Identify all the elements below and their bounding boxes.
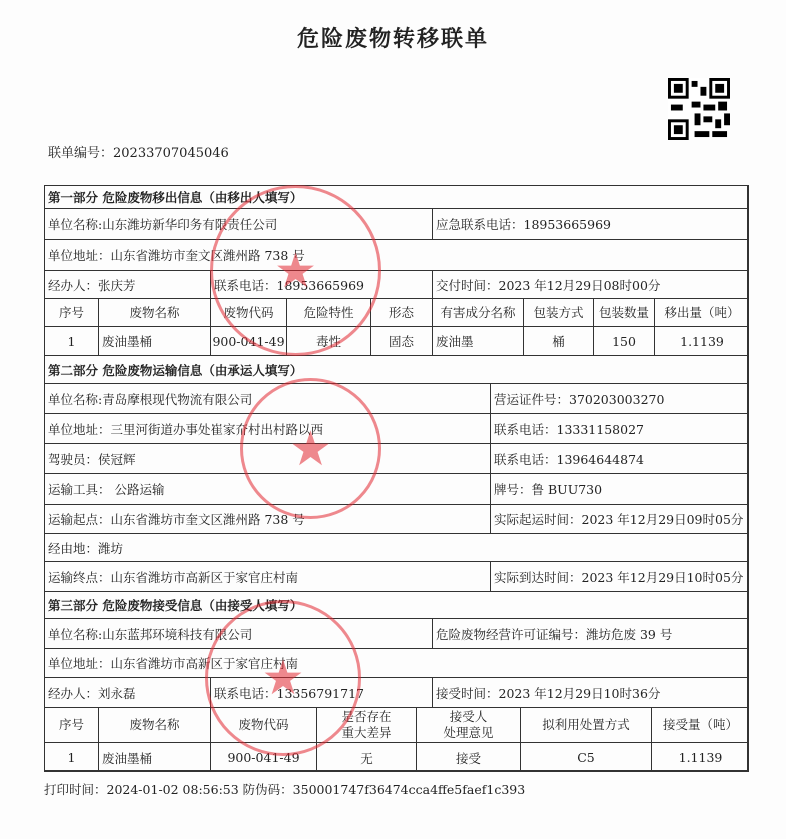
- column-header: 接受量（吨）: [651, 707, 749, 742]
- table-cell: 1: [44, 742, 98, 772]
- part1-header: 第一部分 危险废物移出信息（由移出人填写）: [44, 185, 749, 208]
- driver-name: 驾驶员：侯冠辉: [44, 443, 490, 473]
- shipper-unit-name: 单位名称:山东潍坊新华印务有限责任公司: [44, 208, 432, 239]
- column-header: 废物代码: [210, 707, 316, 742]
- table-cell: C5: [520, 742, 651, 772]
- carrier-address: 单位地址：三里河街道办事处崔家夼村出村路以西: [44, 413, 490, 443]
- plate-number: 牌号：鲁 BUU730: [490, 473, 749, 504]
- column-header: 危险特性: [286, 298, 370, 326]
- page-title: 危险废物转移联单: [296, 27, 489, 52]
- part2-header: 第二部分 危险废物运输信息（由承运人填写）: [44, 355, 749, 383]
- shipper-handler: 经办人：张庆芳: [44, 270, 210, 298]
- qr-code-icon: [668, 78, 730, 140]
- column-header: 拟利用处置方式: [520, 707, 651, 742]
- shipper-phone: 联系电话：18953665969: [210, 270, 432, 298]
- table-cell: 1.1139: [651, 742, 749, 772]
- column-header: 形态: [370, 298, 432, 326]
- table-cell: 无: [316, 742, 416, 772]
- column-header: 包装数量: [593, 298, 654, 326]
- column-header: 有害成分名称: [432, 298, 523, 326]
- part3-header: 第三部分 危险废物接受信息（由接受人填写）: [44, 591, 749, 618]
- table-cell: 废油墨桶: [98, 326, 210, 355]
- column-header: 包装方式: [523, 298, 593, 326]
- receiver-permit: 危险废物经营许可证编号：潍坊危废 39 号: [432, 618, 749, 648]
- shipper-address: 单位地址：山东省潍坊市奎文区潍州路 738 号: [44, 239, 749, 270]
- transport-start: 运输起点：山东省潍坊市奎文区潍州路 738 号: [44, 504, 490, 533]
- column-header: 废物名称: [98, 298, 210, 326]
- arrival-time: 实际到达时间：2023 年12月29日10时05分: [490, 561, 749, 591]
- carrier-seal-stamp: ★: [240, 378, 381, 519]
- table-cell: 1.1139: [654, 326, 749, 355]
- print-footer: 打印时间：2024-01-02 08:56:53 防伪码：350001747f36474cca4ffe5faef1c393: [44, 782, 526, 797]
- carrier-license: 营运证件号：370203003270: [490, 383, 749, 413]
- column-header: 是否存在 重大差异: [316, 707, 416, 742]
- receiver-seal-stamp: ★: [205, 600, 361, 756]
- start-time: 实际起运时间：2023 年12月29日09时05分: [490, 504, 749, 533]
- column-header: 移出量（吨）: [654, 298, 749, 326]
- column-header: 废物代码: [210, 298, 286, 326]
- receiver-phone: 联系电话：13356791717: [210, 677, 432, 707]
- table-cell: 固态: [370, 326, 432, 355]
- transport-tool: 运输工具： 公路运输: [44, 473, 490, 504]
- table-cell: 900-041-49: [210, 326, 286, 355]
- column-header: 接受人 处理意见: [416, 707, 520, 742]
- table-cell: 1: [44, 326, 98, 355]
- table-cell: 150: [593, 326, 654, 355]
- carrier-phone: 联系电话：13331158027: [490, 413, 749, 443]
- company-seal-stamp: ★: [210, 185, 381, 356]
- emergency-phone: 应急联系电话：18953665969: [432, 208, 749, 239]
- column-header: 序号: [44, 707, 98, 742]
- transport-end: 运输终点：山东省潍坊市高新区于家官庄村南: [44, 561, 490, 591]
- form-number: 联单编号：20233707045046: [48, 146, 229, 161]
- table-cell: 废油墨: [432, 326, 523, 355]
- handover-time: 交付时间：2023 年12月29日08时00分: [432, 270, 749, 298]
- receive-time: 接受时间：2023 年12月29日10时36分: [432, 677, 749, 707]
- table-cell: 900-041-49: [210, 742, 316, 772]
- route-via: 经由地：潍坊: [44, 533, 749, 561]
- table-cell: 废油墨桶: [98, 742, 210, 772]
- column-header: 废物名称: [98, 707, 210, 742]
- receiver-handler: 经办人：刘永磊: [44, 677, 210, 707]
- carrier-unit-name: 单位名称:青岛摩根现代物流有限公司: [44, 383, 490, 413]
- driver-phone: 联系电话：13964644874: [490, 443, 749, 473]
- table-cell: 接受: [416, 742, 520, 772]
- column-header: 序号: [44, 298, 98, 326]
- receiver-address: 单位地址：山东省潍坊市高新区于家官庄村南: [44, 648, 749, 677]
- receiver-unit-name: 单位名称:山东蓝邦环境科技有限公司: [44, 618, 432, 648]
- table-cell: 毒性: [286, 326, 370, 355]
- table-cell: 桶: [523, 326, 593, 355]
